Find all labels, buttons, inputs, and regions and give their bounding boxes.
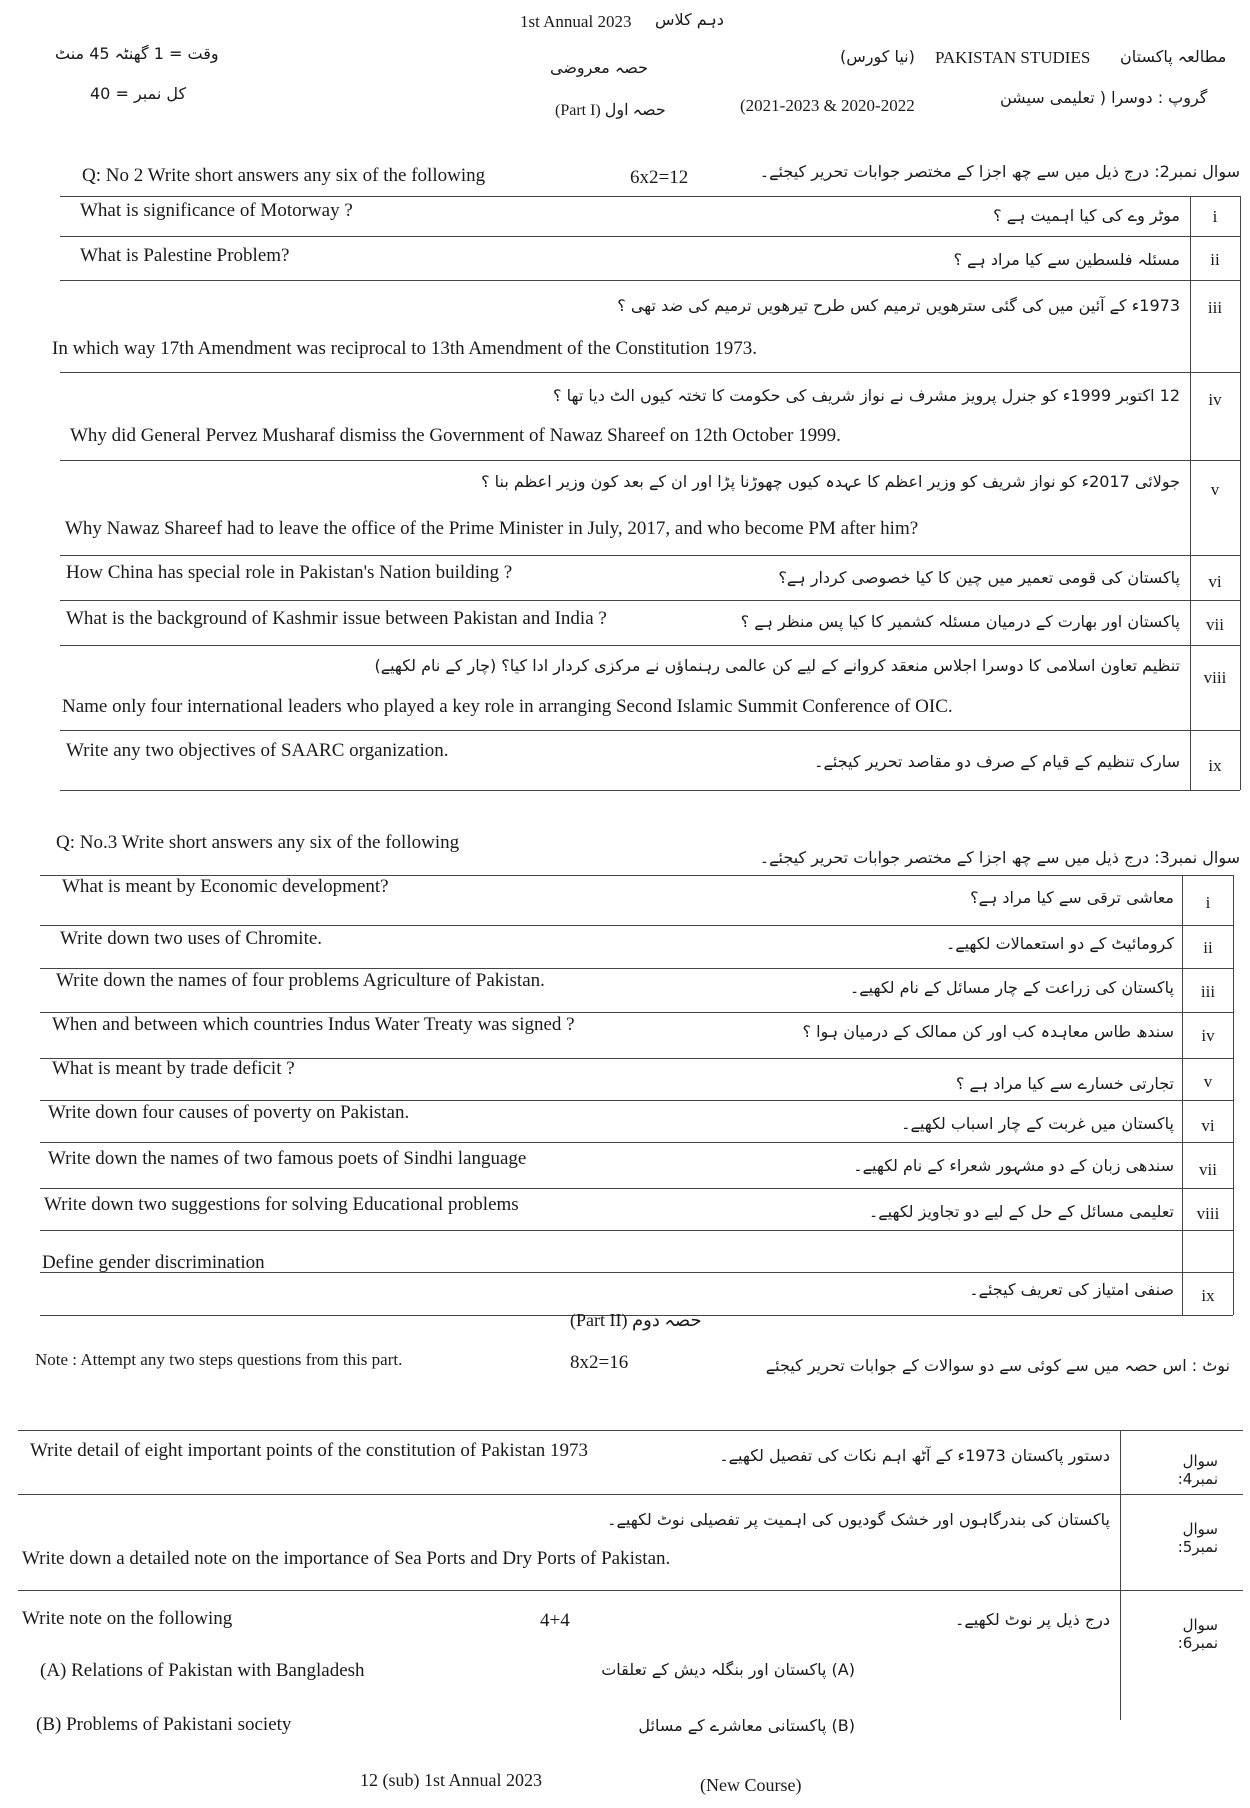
q3-item-ur: پاکستان کی زراعت کے چار مسائل کے نام لکھیے۔	[849, 978, 1174, 997]
q2-item-en: Write any two objectives of SAARC organization.	[66, 740, 449, 761]
subject-ur: مطالعہ پاکستان	[1120, 47, 1227, 66]
q3-item-ur: تجارتی خسارے سے کیا مراد ہے ؟	[955, 1074, 1174, 1093]
part1-label: (Part I) حصہ اول	[555, 102, 666, 119]
q3-item-ur: معاشی ترقی سے کیا مراد ہے؟	[970, 888, 1174, 907]
q4-ur: دستور پاکستان 1973ء کے آٹھ اہم نکات کی تفصیل لکھیے۔	[719, 1446, 1110, 1465]
q5-number: سوال نمبر5:	[1177, 1520, 1218, 1556]
sessions-label: (2021-2023 & 2020-2022	[740, 96, 915, 115]
q2-item-en: What is the background of Kashmir issue between Pakistan and India ?	[66, 608, 607, 629]
q2-item-ur: تنظیم تعاون اسلامی کا دوسرا اجلاس منعقد کروانے کے لیے کن عالمی رہنماؤں نے مرکزی کردار ادا کیا؟ (چار کے نام لکھیے)	[374, 656, 1180, 675]
q5-ur: پاکستان کی بندرگاہوں اور خشک گودیوں کی اہمیت پر تفصیلی نوٹ لکھیے۔	[607, 1510, 1110, 1529]
q3-heading: Q: No.3 Write short answers any six of the following	[56, 832, 460, 853]
q3-item-num: ix	[1201, 1286, 1215, 1305]
q3-item-en: When and between which countries Indus Water Treaty was signed ?	[52, 1014, 575, 1035]
q3-item-ur: صنفی امتیاز کی تعریف کیجئے۔	[969, 1280, 1174, 1299]
q2-item-ur: 12 اکتوبر 1999ء کو جنرل پرویز مشرف نے نواز شریف کی حکومت کا تختہ کیوں الٹ دیا تھا ؟	[553, 386, 1180, 405]
q3-item-num: vi	[1201, 1116, 1215, 1135]
q3-item-ur: سندھ طاس معاہدہ کب اور کن ممالک کے درمیان ہوا ؟	[802, 1022, 1174, 1041]
q6-marks: 4+4	[540, 1610, 570, 1631]
marks-label: کل نمبر = 40	[90, 84, 187, 103]
part2-note-en: Note : Attempt any two steps questions from this part.	[35, 1350, 403, 1369]
q2-item-num: ix	[1208, 756, 1222, 775]
q3-item-en: Write down two uses of Chromite.	[60, 928, 323, 949]
q2-item-en: Why did General Pervez Musharaf dismiss the Government of Nawaz Shareef on 12th October 1999.	[70, 425, 841, 446]
q3-item-ur: سندھی زبان کے دو مشہور شعراء کے نام لکھیے۔	[853, 1156, 1174, 1175]
q2-item-ur: سارک تنظیم کے قیام کے صرف دو مقاصد تحریر کیجئے۔	[814, 752, 1180, 771]
footer-course: (New Course)	[700, 1775, 802, 1795]
q3-heading-ur: سوال نمبر3: درج ذیل میں سے چھ اجزا کے مختصر جوابات تحریر کیجئے۔	[759, 848, 1240, 867]
part2-label: (Part II) حصہ دوم	[570, 1310, 702, 1330]
section-label: حصہ معروضی	[550, 58, 648, 77]
q3-item-en: What is meant by trade deficit ?	[52, 1058, 295, 1079]
q2-item-en: What is Palestine Problem?	[80, 245, 290, 266]
q3-item-ur: کرومائیٹ کے دو استعمالات لکھیے۔	[945, 934, 1174, 953]
q3-item-en: Define gender discrimination	[42, 1252, 265, 1273]
q2-item-num: v	[1210, 480, 1220, 499]
q2-item-ur: جولائی 2017ء کو نواز شریف کو وزیر اعظم کا عہدہ کیوں چھوڑنا پڑا اور ان کے بعد کون وزیر اعظم بنا ؟	[481, 472, 1180, 491]
q2-item-ur: پاکستان کی قومی تعمیر میں چین کا کیا خصوصی کردار ہے؟	[778, 568, 1180, 587]
q6-ur: درج ذیل پر نوٹ لکھیے۔	[955, 1610, 1110, 1629]
q2-item-ur: 1973ء کے آئین میں کی گئی سترھویں ترمیم کس طرح تیرھویں ترمیم کی ضد تھی ؟	[617, 296, 1180, 315]
q2-item-en: What is significance of Motorway ?	[80, 200, 353, 221]
q3-item-en: Write down four causes of poverty on Pakistan.	[48, 1102, 410, 1123]
q6-number: سوال نمبر6:	[1177, 1616, 1218, 1652]
q3-item-num: ii	[1203, 938, 1213, 957]
q3-item-en: What is meant by Economic development?	[62, 876, 389, 897]
q2-item-num: iv	[1208, 390, 1222, 409]
q2-item-num: vii	[1206, 615, 1224, 634]
q2-item-num: viii	[1203, 668, 1227, 687]
q2-heading: Q: No 2 Write short answers any six of the following	[82, 165, 486, 186]
q2-item-en: Name only four international leaders who played a key role in arranging Second Islamic Summit Conference of OIC.	[62, 696, 953, 717]
group-label: گروپ : دوسرا ( تعلیمی سیشن	[1000, 88, 1208, 107]
q3-item-num: vii	[1199, 1160, 1217, 1179]
q3-item-num: viii	[1196, 1204, 1220, 1223]
footer-code: 12 (sub) 1st Annual 2023	[360, 1770, 542, 1790]
q2-marks: 6x2=12	[630, 167, 689, 188]
q2-item-ur: پاکستان اور بھارت کے درمیان مسئلہ کشمیر کا کیا پس منظر ہے ؟	[740, 612, 1180, 631]
q3-item-num: v	[1203, 1072, 1213, 1091]
q3-item-en: Write down the names of four problems Agriculture of Pakistan.	[56, 970, 545, 991]
q6-a-en: (A) Relations of Pakistan with Bangladesh	[40, 1660, 365, 1681]
q6-en: Write note on the following	[22, 1608, 233, 1629]
class-label: دہم کلاس	[655, 10, 724, 29]
q4-number: سوال نمبر4:	[1177, 1452, 1218, 1488]
annual-title: 1st Annual 2023	[520, 12, 632, 31]
subject-ur-course: (نیا کورس)	[840, 47, 915, 66]
q3-item-ur: تعلیمی مسائل کے حل کے لیے دو تجاویز لکھیے۔	[868, 1202, 1174, 1221]
q2-item-num: vi	[1208, 572, 1222, 591]
q3-item-num: i	[1205, 893, 1211, 912]
q3-item-ur: پاکستان میں غربت کے چار اسباب لکھیے۔	[901, 1114, 1174, 1133]
q3-item-num: iii	[1200, 982, 1216, 1001]
part2-marks: 8x2=16	[570, 1352, 629, 1373]
q2-item-num: iii	[1207, 298, 1223, 317]
time-label: وقت = 1 گھنٹہ 45 منٹ	[55, 44, 219, 63]
q2-item-en: How China has special role in Pakistan's Nation building ?	[66, 562, 513, 583]
q6-a-ur: (A) پاکستان اور بنگلہ دیش کے تعلقات	[601, 1660, 855, 1679]
q2-item-ur: موٹر وے کی کیا اہمیت ہے ؟	[993, 206, 1180, 225]
q3-item-num: iv	[1201, 1026, 1215, 1045]
part2-note-ur: نوٹ : اس حصہ میں سے کوئی سے دو سوالات کے جوابات تحریر کیجئے	[765, 1356, 1230, 1375]
q5-en: Write down a detailed note on the importance of Sea Ports and Dry Ports of Pakistan.	[22, 1548, 671, 1569]
q2-item-ur: مسئلہ فلسطین سے کیا مراد ہے ؟	[953, 250, 1180, 269]
q2-heading-ur: سوال نمبر2: درج ذیل میں سے چھ اجزا کے مختصر جوابات تحریر کیجئے۔	[759, 162, 1240, 181]
q2-item-en: In which way 17th Amendment was reciprocal to 13th Amendment of the Constitution 1973.	[52, 338, 757, 359]
q3-item-en: Write down two suggestions for solving Educational problems	[44, 1194, 519, 1215]
q2-item-num: i	[1212, 207, 1218, 226]
q2-item-en: Why Nawaz Shareef had to leave the office of the Prime Minister in July, 2017, and who become PM after him?	[65, 518, 919, 539]
q6-b-en: (B) Problems of Pakistani society	[36, 1714, 292, 1735]
q3-item-en: Write down the names of two famous poets of Sindhi language	[48, 1148, 527, 1169]
q6-b-ur: (B) پاکستانی معاشرے کے مسائل	[638, 1716, 855, 1735]
subject-en: PAKISTAN STUDIES	[935, 48, 1091, 67]
q4-en: Write detail of eight important points of the constitution of Pakistan 1973	[30, 1440, 589, 1461]
q2-item-num: ii	[1210, 250, 1220, 269]
